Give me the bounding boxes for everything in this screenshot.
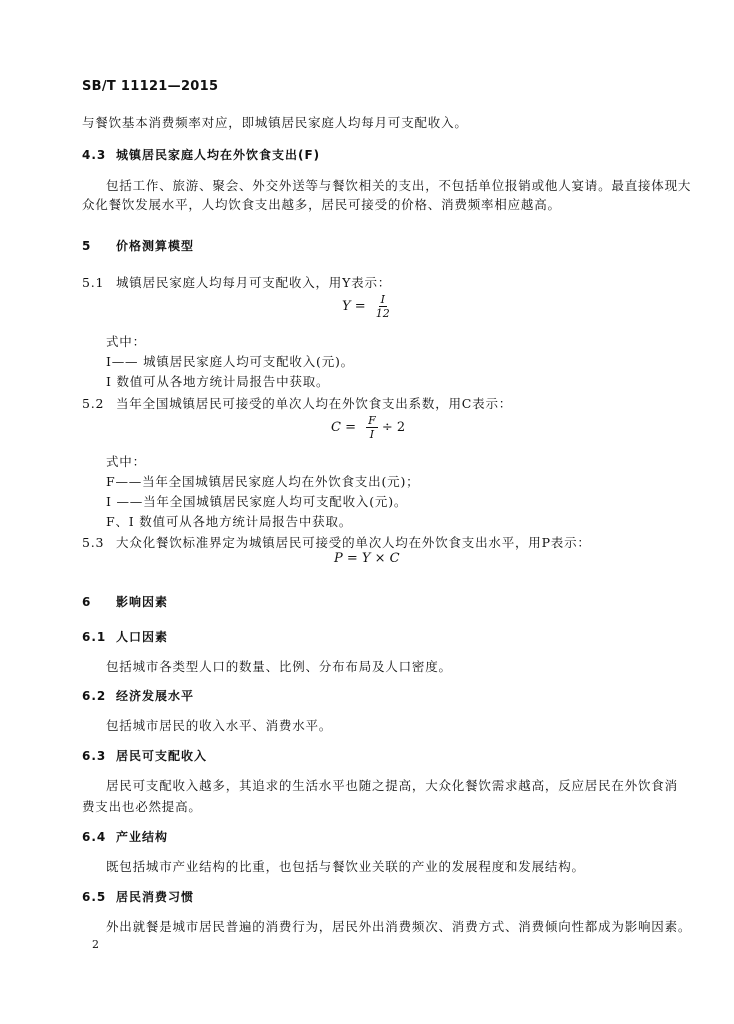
section-number: 6 [82, 595, 92, 609]
clause-number: 5.2 [82, 396, 105, 411]
paragraph-6-3-line2: 费支出也必然提高。 [82, 799, 202, 814]
denominator: I [369, 428, 375, 441]
heading-6-4 [82, 828, 168, 845]
definition-i: I—— 城镇居民家庭人均可支配收入(元)。 [106, 354, 354, 369]
section-number: 5 [82, 239, 92, 253]
heading-4-3 [82, 146, 320, 163]
paragraph-4-2-tail: 与餐饮基本消费频率对应，即城镇居民家庭人均每月可支配收入。 [82, 115, 468, 130]
formula-lhs: Y = [342, 299, 366, 314]
heading-6-1 [82, 628, 168, 645]
section-number: 6.4 [82, 830, 107, 844]
clause-number: 5.1 [82, 275, 105, 290]
section-number: 6.2 [82, 689, 107, 703]
heading-6-5 [82, 888, 194, 905]
where-label: 式中： [106, 454, 146, 469]
formula-p: P = Y × C [334, 551, 400, 566]
formula-tail: ÷ 2 [381, 420, 406, 435]
numerator: I [380, 293, 385, 306]
paragraph-4-3-line1: 包括工作、旅游、聚会、外交外送等与餐饮相关的支出，不包括单位报销或他人宴请。最直接体现大 [106, 178, 692, 193]
formula-lhs: C = [331, 420, 356, 435]
paragraph-6-3-line1: 居民可支配收入越多，其追求的生活水平也随之提高，大众化餐饮需求越高，反应居民在外饮食消 [106, 778, 678, 793]
clause-5-3 [82, 533, 591, 551]
paragraph-6-1: 包括城市各类型人口的数量、比例、分布布局及人口密度。 [106, 659, 452, 674]
fraction [376, 293, 390, 320]
paragraph-6-5: 外出就餐是城市居民普遍的消费行为，居民外出消费频次、消费方式、消费倾向性都成为影响因素。 [106, 919, 692, 934]
standard-number: SB/T 11121—2015 [82, 79, 219, 94]
clause-5-1 [82, 273, 391, 291]
heading-6-3 [82, 747, 207, 764]
section-number: 4.3 [82, 148, 107, 162]
section-title: 影响因素 [116, 595, 169, 609]
definition-i: I ——当年全国城镇居民家庭人均可支配收入(元)。 [106, 494, 408, 509]
clause-text: 当年全国城镇居民可接受的单次人均在外饮食支出系数，用C表示： [116, 396, 513, 411]
clause-text: 城镇居民家庭人均每月可支配收入，用Y表示： [116, 275, 392, 290]
clause-number: 5.3 [82, 535, 105, 550]
section-title: 价格测算模型 [116, 239, 195, 253]
paragraph-4-3-line2: 众化餐饮发展水平，人均饮食支出越多，居民可接受的价格、消费频率相应越高。 [82, 197, 561, 212]
section-number: 6.1 [82, 630, 107, 644]
section-title: 人口因素 [116, 630, 169, 644]
page-number: 2 [92, 938, 99, 951]
section-title: 居民消费习惯 [116, 890, 195, 904]
formula-c [331, 414, 405, 441]
section-number: 6.3 [82, 749, 107, 763]
clause-text: 大众化餐饮标准界定为城镇居民可接受的单次人均在外饮食支出水平，用P表示： [116, 535, 591, 550]
fraction [366, 414, 378, 441]
where-label: 式中： [106, 334, 146, 349]
source-note: F、I 数值可从各地方统计局报告中获取。 [106, 514, 353, 529]
section-title: 产业结构 [116, 830, 169, 844]
paragraph-6-2: 包括城市居民的收入水平、消费水平。 [106, 718, 333, 733]
section-title: 居民可支配收入 [116, 749, 208, 763]
heading-5 [82, 237, 194, 254]
clause-5-2 [82, 394, 512, 412]
section-title: 城镇居民家庭人均在外饮食支出(F) [116, 148, 321, 162]
section-number: 6.5 [82, 890, 107, 904]
source-note: I 数值可从各地方统计局报告中获取。 [106, 374, 330, 389]
formula-y [342, 293, 390, 320]
paragraph-6-4: 既包括城市产业结构的比重，也包括与餐饮业关联的产业的发展程度和发展结构。 [106, 859, 585, 874]
numerator: F [368, 414, 376, 427]
denominator: 12 [375, 307, 390, 320]
definition-f: F——当年全国城镇居民家庭人均在外饮食支出(元)； [106, 474, 420, 489]
heading-6 [82, 593, 168, 610]
heading-6-2 [82, 687, 194, 704]
section-title: 经济发展水平 [116, 689, 195, 703]
